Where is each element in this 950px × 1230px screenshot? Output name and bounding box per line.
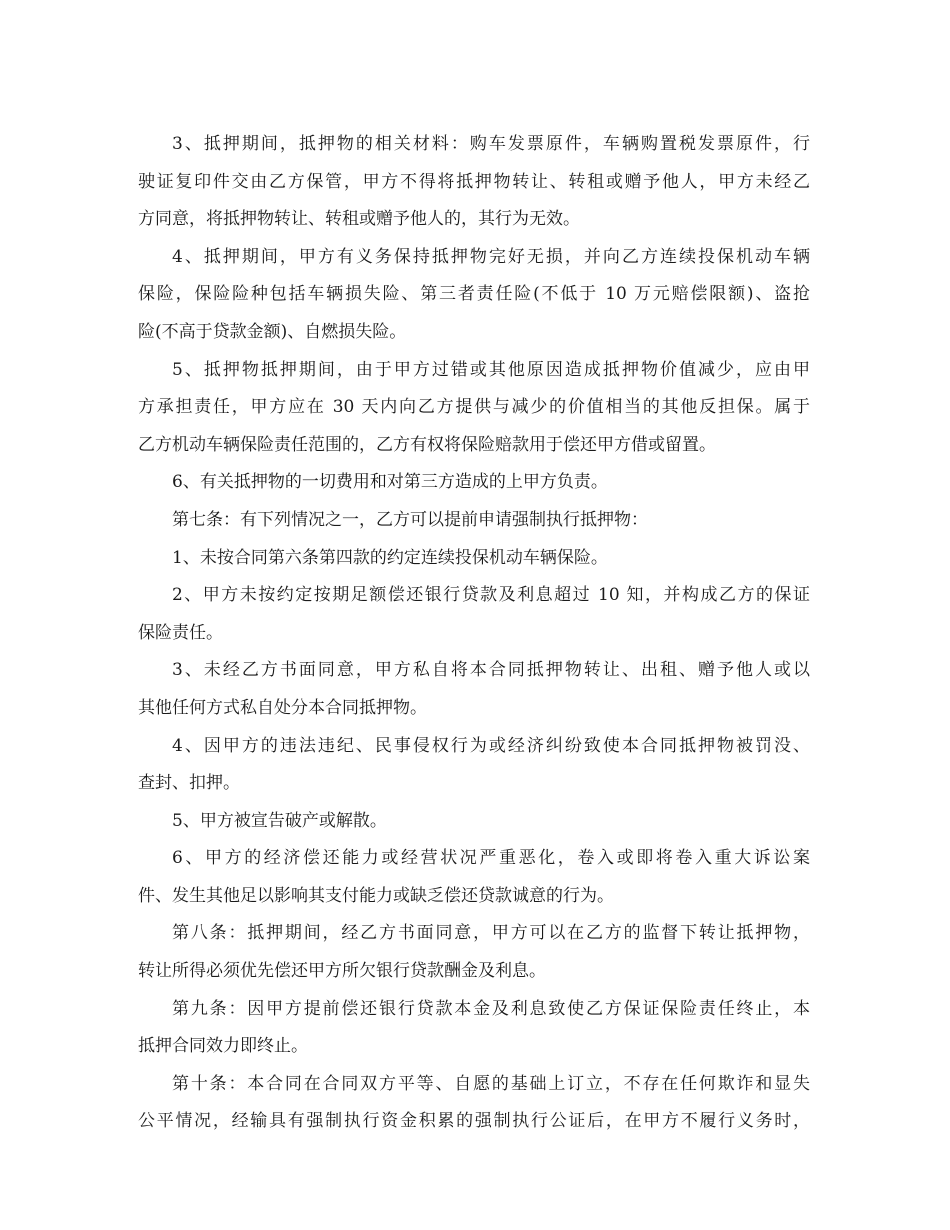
- text-line: 转让所得必须优先偿还甲方所欠银行贷款酬金及利息。: [138, 961, 546, 982]
- paragraph-clause-3: [138, 126, 810, 239]
- text-line: 2、甲方未按约定按期足额偿还银行贷款及利息超过 10 知，并构成乙方的保证: [172, 585, 810, 606]
- text-line: 乙方机动车辆保险责任范围的，乙方有权将保险赔款用于偿还甲方借或留置。: [138, 434, 716, 455]
- text-line: 5、甲方被宣告破产或解散。: [172, 810, 387, 831]
- text-line: 件、发生其他足以影响其支付能力或缺乏偿还贷款诚意的行为。: [138, 885, 614, 906]
- paragraph-article-9: [138, 991, 810, 1066]
- paragraph-article-10: [138, 1066, 810, 1141]
- text-line: 第七条：有下列情况之一，乙方可以提前申请强制执行抵押物：: [172, 509, 648, 530]
- paragraph-article-7-item-3: [138, 652, 810, 727]
- paragraph-article-8: [138, 915, 810, 990]
- text-line: 方承担责任，甲方应在 30 天内向乙方提供与减少的价值相当的其他反担保。属于: [138, 397, 810, 418]
- text-line: 第八条：抵押期间，经乙方书面同意，甲方可以在乙方的监督下转让抵押物，: [172, 923, 810, 944]
- text-line: 驶证复印件交由乙方保管，甲方不得将抵押物转让、转租或赠予他人，甲方未经乙: [138, 171, 810, 192]
- text-line: 4、抵押期间，甲方有义务保持抵押物完好无损，并向乙方连续投保机动车辆: [172, 246, 810, 267]
- paragraph-article-7-item-1: [138, 540, 810, 578]
- paragraph-clause-5: [138, 352, 810, 465]
- paragraph-article-7: [138, 502, 810, 540]
- text-line: 6、甲方的经济偿还能力或经营状况严重恶化，卷入或即将卷入重大诉讼案: [172, 848, 810, 869]
- text-line: 其他任何方式私自处分本合同抵押物。: [138, 697, 427, 718]
- paragraph-clause-4: [138, 239, 810, 352]
- text-line: 4、因甲方的违法违纪、民事侵权行为或经济纠纷致使本合同抵押物被罚没、: [172, 735, 810, 756]
- text-line: 方同意，将抵押物转让、转租或赠予他人的，其行为无效。: [138, 209, 580, 230]
- paragraph-article-7-item-2: [138, 577, 810, 652]
- paragraph-article-7-item-5: [138, 803, 810, 841]
- text-line: 第十条：本合同在合同双方平等、自愿的基础上订立，不存在任何欺诈和显失: [172, 1073, 810, 1094]
- text-line: 3、抵押期间，抵押物的相关材料：购车发票原件，车辆购置税发票原件，行: [172, 134, 810, 154]
- text-line: 1、未按合同第六条第四款的约定连续投保机动车辆保险。: [172, 547, 608, 568]
- paragraph-clause-6: [138, 464, 810, 502]
- text-line: 保险，保险险种包括车辆损失险、第三者责任险(不低于 10 万元赔偿限额)、盗抢: [138, 284, 810, 305]
- document-body: [138, 126, 810, 1141]
- text-line: 险(不高于贷款金额)、自燃损失险。: [138, 321, 407, 342]
- text-line: 查封、扣押。: [138, 773, 240, 794]
- text-line: 3、未经乙方书面同意，甲方私自将本合同抵押物转让、出租、赠予他人或以: [172, 660, 810, 681]
- text-line: 5、抵押物抵押期间，由于甲方过错或其他原因造成抵押物价值减少，应由甲: [172, 359, 810, 380]
- text-line: 6、有关抵押物的一切费用和对第三方造成的上甲方负责。: [172, 472, 608, 493]
- text-line: 抵押合同效力即终止。: [138, 1036, 308, 1057]
- paragraph-article-7-item-4: [138, 728, 810, 803]
- text-line: 保险责任。: [138, 622, 223, 643]
- text-line: 第九条：因甲方提前偿还银行贷款本金及利息致使乙方保证保险责任终止，本: [172, 998, 810, 1019]
- text-line: 公平情况，经输具有强制执行资金积累的强制执行公证后，在甲方不履行义务时，: [138, 1111, 810, 1132]
- paragraph-article-7-item-6: [138, 840, 810, 915]
